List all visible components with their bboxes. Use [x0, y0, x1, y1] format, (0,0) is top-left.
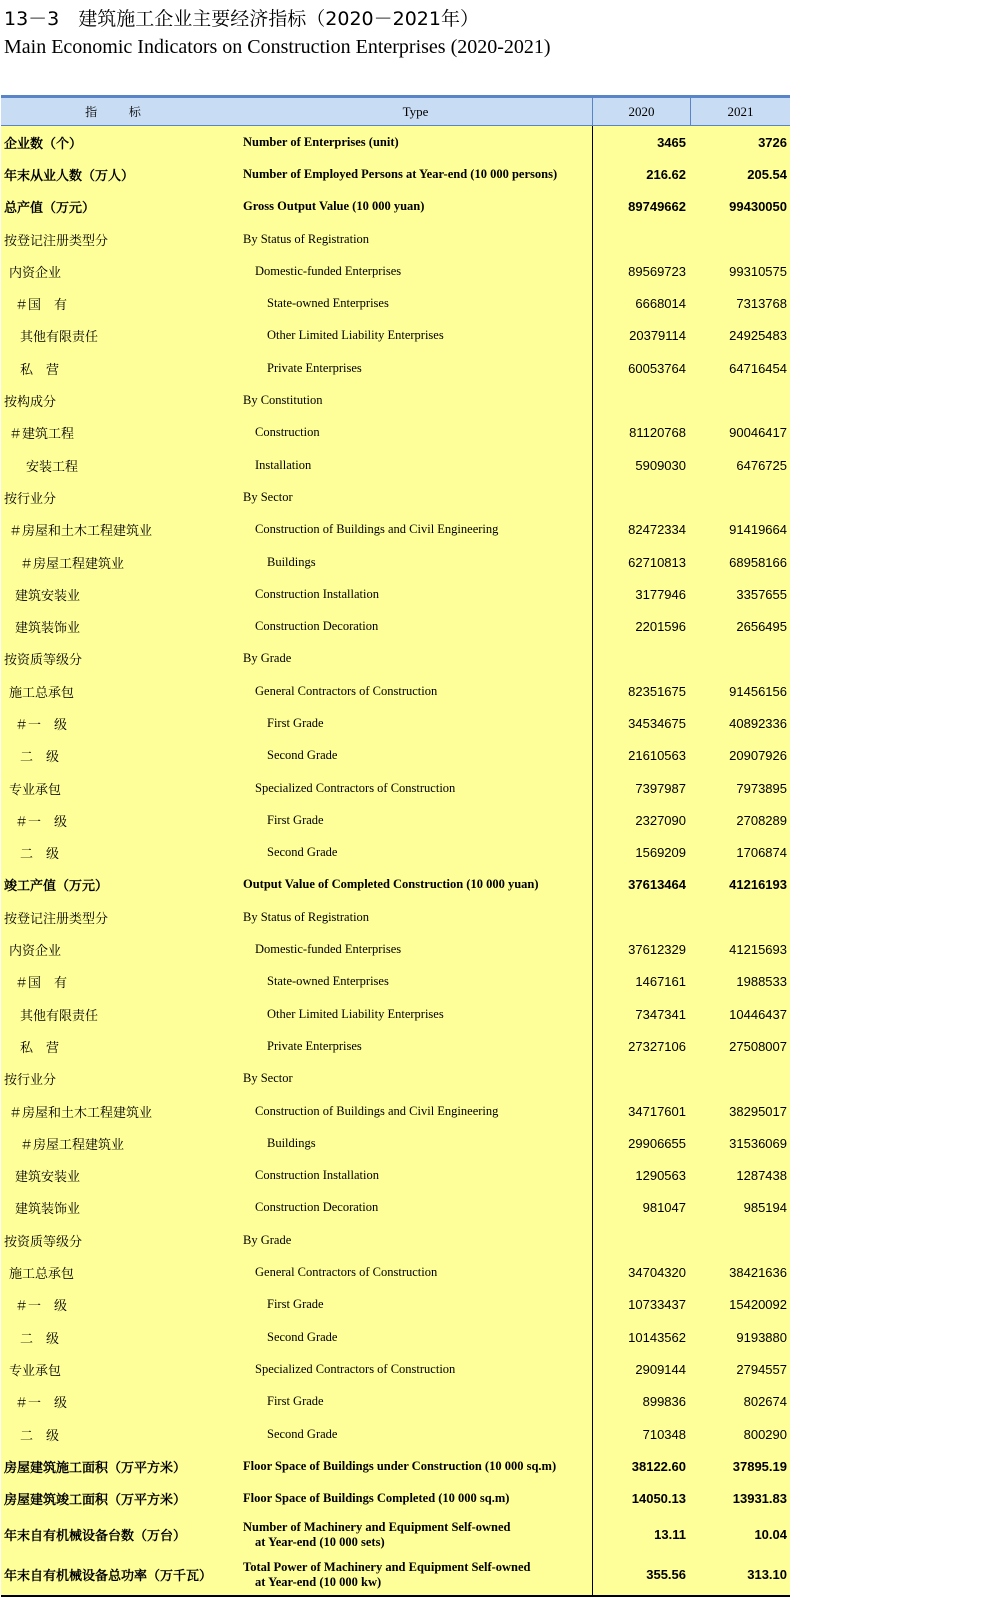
- cell-2021: 9193880: [736, 1329, 787, 1345]
- cell-indicator-cn: 年末自有机械设备台数（万台）: [4, 1529, 187, 1545]
- cell-indicator-cn: 按资质等级分: [4, 653, 83, 669]
- indicator-table: [1, 95, 790, 1597]
- cell-type-en: [239, 158, 593, 190]
- cell-2021: 99430050: [729, 199, 787, 215]
- cell-type-en-line1: General Contractors of Construction: [255, 683, 438, 698]
- table-row: [1, 1450, 790, 1482]
- cell-type-en: [239, 126, 593, 158]
- cell-type-en-line1: Buildings: [267, 1135, 316, 1150]
- cell-indicator-cn: 二 级: [20, 1331, 60, 1347]
- cell-2021: 3726: [758, 134, 787, 150]
- cell-2021: 64716454: [729, 360, 787, 376]
- cell-type-en: [239, 1224, 593, 1256]
- cell-2021: 6476725: [736, 457, 787, 473]
- cell-type-en-line1: Construction of Buildings and Civil Engineering: [255, 522, 499, 537]
- cell-2021: 1988533: [736, 974, 787, 990]
- cell-type-en-line2: at Year-end (10 000 sets): [255, 1534, 385, 1549]
- cell-indicator-cn: 企业数（个）: [4, 136, 83, 152]
- table-row: [1, 933, 790, 965]
- cell-2020: 3465: [657, 134, 686, 150]
- cell-type-en: [239, 191, 593, 223]
- cell-indicator-cn: 按登记注册类型分: [4, 911, 109, 927]
- cell-2020: 81120768: [629, 425, 686, 441]
- cell-type-en-line1: Private Enterprises: [267, 1038, 362, 1053]
- cell-2020: 2201596: [635, 619, 686, 635]
- cell-type-en-line1: First Grade: [267, 812, 324, 827]
- cell-2021: 41216193: [729, 877, 787, 893]
- cell-type-en-line1: Total Power of Machinery and Equipment Self-owned: [243, 1559, 531, 1574]
- cell-type-en-line1: Construction Decoration: [255, 619, 379, 634]
- cell-2020: 34717601: [628, 1103, 686, 1119]
- cell-type-en: [239, 1289, 593, 1321]
- cell-2020: 82351675: [628, 683, 686, 699]
- cell-type-en-line2: at Year-end (10 000 kw): [255, 1574, 382, 1589]
- cell-indicator-cn: 其他有限责任: [20, 1008, 99, 1024]
- cell-2020: 981047: [642, 1200, 686, 1216]
- cell-type-en-line1: Domestic-funded Enterprises: [255, 263, 402, 278]
- cell-type-en: [239, 1063, 593, 1095]
- cell-type-en: [239, 1555, 593, 1595]
- cell-type-en-line1: Buildings: [267, 554, 316, 569]
- cell-2020: 6668014: [635, 296, 686, 312]
- cell-2020: 38122.60: [631, 1458, 686, 1474]
- cell-2021: 91419664: [729, 522, 787, 538]
- cell-type-en-line1: Construction of Buildings and Civil Engineering: [255, 1103, 499, 1118]
- cell-2021: 10446437: [729, 1006, 787, 1022]
- cell-2021: 90046417: [729, 425, 787, 441]
- cell-indicator-cn: ＃房屋工程建筑业: [20, 556, 125, 572]
- cell-indicator-cn: 建筑装饰业: [15, 1202, 81, 1218]
- table-row: [1, 1289, 790, 1321]
- cell-type-en: [239, 1256, 593, 1288]
- cell-2020: 20379114: [629, 328, 686, 344]
- cell-indicator-cn: 专业承包: [9, 1363, 62, 1379]
- cell-type-en: [239, 320, 593, 352]
- cell-2020: 13.11: [654, 1527, 686, 1543]
- cell-type-en-line1: By Grade: [243, 1232, 292, 1247]
- cell-type-en: [239, 384, 593, 416]
- cell-type-en: [239, 740, 593, 772]
- cell-type-en: [239, 1418, 593, 1450]
- table-row: [1, 481, 790, 513]
- cell-2020: 1569209: [635, 845, 686, 861]
- cell-type-en: [239, 772, 593, 804]
- cell-type-en-line1: Construction Installation: [255, 586, 379, 601]
- cell-indicator-cn: ＃一 级: [15, 717, 68, 733]
- cell-type-en: [239, 1321, 593, 1353]
- cell-indicator-cn: 内资企业: [9, 265, 62, 281]
- cell-2020: 34704320: [628, 1265, 686, 1281]
- cell-type-en-line1: Other Limited Liability Enterprises: [267, 328, 444, 343]
- table-row: [1, 1256, 790, 1288]
- cell-2020: 3177946: [635, 586, 686, 602]
- table-row: [1, 707, 790, 739]
- cell-indicator-cn: 按行业分: [4, 491, 57, 507]
- cell-type-en-line1: Second Grade: [267, 748, 338, 763]
- cell-type-en-line1: Other Limited Liability Enterprises: [267, 1006, 444, 1021]
- table-row: [1, 546, 790, 578]
- cell-indicator-cn: 房屋建筑施工面积（万平方米）: [4, 1460, 187, 1476]
- cell-type-en: [239, 675, 593, 707]
- cell-2020: 62710813: [628, 554, 686, 570]
- cell-type-en: [239, 449, 593, 481]
- cell-2020: 10143562: [628, 1329, 686, 1345]
- cell-indicator-cn: 按行业分: [4, 1073, 57, 1089]
- header-2020: 2020: [593, 98, 691, 125]
- cell-type-en: [239, 255, 593, 287]
- cell-type-en-line1: First Grade: [267, 1297, 324, 1312]
- cell-indicator-cn: 房屋建筑竣工面积（万平方米）: [4, 1493, 187, 1509]
- cell-2020: 37612329: [628, 942, 686, 958]
- cell-type-en-line1: Gross Output Value (10 000 yuan): [243, 199, 425, 214]
- cell-indicator-cn: ＃国 有: [15, 976, 68, 992]
- cell-type-en-line1: Number of Machinery and Equipment Self-owned: [243, 1519, 511, 1534]
- cell-2021: 1287438: [736, 1168, 787, 1184]
- cell-indicator-cn: 施工总承包: [9, 685, 75, 701]
- cell-2021: 41215693: [729, 942, 787, 958]
- cell-type-en: [239, 610, 593, 642]
- table-row: [1, 255, 790, 287]
- table-row: [1, 1192, 790, 1224]
- cell-2021: 68958166: [729, 554, 787, 570]
- cell-2020: 216.62: [646, 166, 686, 182]
- cell-type-en: [239, 643, 593, 675]
- table-row: [1, 1515, 790, 1555]
- cell-indicator-cn: ＃一 级: [15, 1299, 68, 1315]
- cell-type-en: [239, 707, 593, 739]
- cell-type-en: [239, 1482, 593, 1514]
- cell-2020: 14050.13: [631, 1491, 686, 1507]
- cell-indicator-cn: ＃一 级: [15, 814, 68, 830]
- cell-2021: 7973895: [736, 780, 787, 796]
- table-row: [1, 191, 790, 223]
- table-row: [1, 449, 790, 481]
- table-row: [1, 1386, 790, 1418]
- cell-type-en: [239, 1515, 593, 1555]
- cell-type-en-line1: Number of Employed Persons at Year-end (10 000 persons): [243, 166, 558, 181]
- table-row: [1, 1353, 790, 1385]
- table-row: [1, 966, 790, 998]
- cell-type-en-line1: Construction Decoration: [255, 1200, 379, 1215]
- cell-2021: 91456156: [729, 683, 787, 699]
- cell-indicator-cn: 内资企业: [9, 944, 62, 960]
- cell-2021: 2708289: [736, 812, 787, 828]
- cell-type-en: [239, 287, 593, 319]
- table-row: [1, 320, 790, 352]
- cell-2021: 15420092: [729, 1297, 787, 1313]
- cell-2020: 60053764: [628, 360, 686, 376]
- cell-type-en-line1: Specialized Contractors of Construction: [255, 780, 456, 795]
- cell-2021: 24925483: [729, 328, 787, 344]
- cell-2020: 27327106: [628, 1038, 686, 1054]
- cell-type-en-line1: Installation: [255, 457, 312, 472]
- cell-type-en-line1: Construction Installation: [255, 1168, 379, 1183]
- cell-indicator-cn: 专业承包: [9, 782, 62, 798]
- cell-indicator-cn: ＃国 有: [15, 298, 68, 314]
- table-row: [1, 869, 790, 901]
- table-row: [1, 578, 790, 610]
- table-row: [1, 837, 790, 869]
- cell-indicator-cn: 总产值（万元）: [4, 201, 96, 217]
- cell-type-en-line1: By Sector: [243, 489, 293, 504]
- cell-type-en: [239, 546, 593, 578]
- cell-2021: 985194: [743, 1200, 787, 1216]
- cell-type-en-line1: By Status of Registration: [243, 909, 370, 924]
- header-indicator: 指 标: [85, 105, 155, 119]
- cell-type-en-line1: Floor Space of Buildings under Construction (10 000 sq.m): [243, 1458, 557, 1473]
- cell-2021: 3357655: [736, 586, 787, 602]
- cell-type-en: [239, 933, 593, 965]
- cell-2020: 82472334: [628, 522, 686, 538]
- cell-2021: 2794557: [736, 1361, 787, 1377]
- cell-2021: 205.54: [747, 166, 787, 182]
- cell-indicator-cn: 建筑装饰业: [15, 621, 81, 637]
- cell-type-en: [239, 1160, 593, 1192]
- cell-type-en-line1: Domestic-funded Enterprises: [255, 942, 402, 957]
- cell-indicator-cn: 建筑安装业: [15, 1170, 81, 1186]
- cell-indicator-cn: 建筑安装业: [15, 588, 81, 604]
- cell-2020: 899836: [642, 1394, 686, 1410]
- table-row: [1, 417, 790, 449]
- cell-2020: 2327090: [635, 812, 686, 828]
- cell-type-en-line1: Floor Space of Buildings Completed (10 000 sq.m): [243, 1491, 510, 1506]
- cell-indicator-cn: 二 级: [20, 847, 60, 863]
- header-2021: 2021: [727, 103, 754, 119]
- table-row: [1, 1095, 790, 1127]
- cell-2020: 2909144: [635, 1361, 686, 1377]
- cell-type-en-line1: Second Grade: [267, 845, 338, 860]
- cell-type-en-line1: First Grade: [267, 1394, 324, 1409]
- header-type: Type: [239, 98, 593, 125]
- cell-2021: 31536069: [729, 1135, 787, 1151]
- cell-indicator-cn: ＃房屋和土木工程建筑业: [9, 524, 153, 540]
- table-row: [1, 610, 790, 642]
- cell-type-en-line1: Private Enterprises: [267, 360, 362, 375]
- cell-type-en-line1: Construction: [255, 425, 320, 440]
- cell-type-en: [239, 966, 593, 998]
- cell-indicator-cn: 竣工产值（万元）: [4, 879, 109, 895]
- cell-indicator-cn: 二 级: [20, 750, 60, 766]
- cell-indicator-cn: 按构成分: [4, 395, 57, 411]
- cell-indicator-cn: ＃建筑工程: [9, 427, 75, 443]
- cell-2021: 313.10: [747, 1567, 787, 1583]
- table-row: [1, 901, 790, 933]
- cell-2021: 10.04: [754, 1527, 787, 1543]
- cell-type-en-line1: General Contractors of Construction: [255, 1265, 438, 1280]
- cell-2020: 89749662: [628, 199, 686, 215]
- cell-indicator-cn: 按资质等级分: [4, 1234, 83, 1250]
- table-body: [1, 126, 790, 1597]
- cell-type-en-line1: Second Grade: [267, 1426, 338, 1441]
- cell-indicator-cn: 私 营: [20, 362, 60, 378]
- cell-indicator-cn: 施工总承包: [9, 1267, 75, 1283]
- cell-type-en: [239, 481, 593, 513]
- cell-type-en: [239, 223, 593, 255]
- cell-2021: 99310575: [729, 263, 787, 279]
- table-row: [1, 1127, 790, 1159]
- table-row: [1, 514, 790, 546]
- cell-2021: 2656495: [736, 619, 787, 635]
- page-title-en: Main Economic Indicators on Construction Enterprises (2020-2021): [4, 36, 551, 58]
- cell-indicator-cn: ＃房屋和土木工程建筑业: [9, 1105, 153, 1121]
- table-row: [1, 1482, 790, 1514]
- table-row: [1, 772, 790, 804]
- cell-2020: 1290563: [635, 1168, 686, 1184]
- cell-type-en-line1: State-owned Enterprises: [267, 974, 389, 989]
- cell-type-en: [239, 1450, 593, 1482]
- cell-type-en: [239, 901, 593, 933]
- cell-type-en: [239, 1127, 593, 1159]
- table-row: [1, 1555, 790, 1595]
- cell-type-en: [239, 1386, 593, 1418]
- table-header: [1, 95, 790, 126]
- cell-indicator-cn: 安装工程: [26, 459, 79, 475]
- cell-type-en-line1: First Grade: [267, 715, 324, 730]
- cell-type-en: [239, 417, 593, 449]
- cell-type-en: [239, 1353, 593, 1385]
- cell-type-en: [239, 1030, 593, 1062]
- cell-type-en-line1: Second Grade: [267, 1329, 338, 1344]
- cell-2021: 1706874: [736, 845, 787, 861]
- cell-indicator-cn: 年末从业人数（万人）: [4, 168, 135, 184]
- table-row: [1, 643, 790, 675]
- cell-indicator-cn: ＃房屋工程建筑业: [20, 1137, 125, 1153]
- cell-2020: 10733437: [628, 1297, 686, 1313]
- table-row: [1, 1160, 790, 1192]
- cell-indicator-cn: 二 级: [20, 1428, 60, 1444]
- cell-type-en: [239, 514, 593, 546]
- table-row: [1, 158, 790, 190]
- cell-type-en: [239, 578, 593, 610]
- table-row: [1, 1030, 790, 1062]
- table-row: [1, 1063, 790, 1095]
- cell-2020: 7347341: [635, 1006, 686, 1022]
- cell-2020: 37613464: [628, 877, 686, 893]
- cell-type-en-line1: Specialized Contractors of Construction: [255, 1361, 456, 1376]
- cell-2021: 13931.83: [732, 1491, 787, 1507]
- cell-type-en-line1: By Sector: [243, 1071, 293, 1086]
- table-row: [1, 352, 790, 384]
- table-row: [1, 804, 790, 836]
- cell-type-en-line1: By Grade: [243, 651, 292, 666]
- table-row: [1, 998, 790, 1030]
- cell-indicator-cn: 私 营: [20, 1040, 60, 1056]
- cell-type-en-line1: State-owned Enterprises: [267, 296, 389, 311]
- cell-2021: 7313768: [736, 296, 787, 312]
- cell-2020: 710348: [642, 1426, 686, 1442]
- cell-2020: 355.56: [646, 1567, 686, 1583]
- cell-2021: 20907926: [729, 748, 787, 764]
- cell-2020: 21610563: [628, 748, 686, 764]
- cell-2021: 800290: [743, 1426, 787, 1442]
- cell-2020: 34534675: [628, 715, 686, 731]
- cell-type-en-line1: Output Value of Completed Construction (10 000 yuan): [243, 877, 539, 892]
- table-row: [1, 675, 790, 707]
- cell-2021: 38295017: [729, 1103, 787, 1119]
- cell-2020: 89569723: [628, 263, 686, 279]
- cell-2021: 40892336: [729, 715, 787, 731]
- table-row: [1, 223, 790, 255]
- cell-type-en: [239, 1095, 593, 1127]
- cell-type-en: [239, 804, 593, 836]
- cell-type-en: [239, 1192, 593, 1224]
- cell-2020: 5909030: [635, 457, 686, 473]
- cell-type-en: [239, 837, 593, 869]
- table-row: [1, 1321, 790, 1353]
- cell-indicator-cn: 按登记注册类型分: [4, 233, 109, 249]
- page-title-cn: 13－3 建筑施工企业主要经济指标（2020－2021年）: [4, 8, 479, 30]
- cell-2021: 38421636: [729, 1265, 787, 1281]
- cell-2020: 7397987: [635, 780, 686, 796]
- table-row: [1, 740, 790, 772]
- cell-type-en: [239, 869, 593, 901]
- cell-type-en: [239, 352, 593, 384]
- cell-type-en-line1: Number of Enterprises (unit): [243, 134, 399, 149]
- cell-type-en: [239, 998, 593, 1030]
- table-row: [1, 287, 790, 319]
- cell-2021: 802674: [743, 1394, 787, 1410]
- cell-2020: 29906655: [628, 1135, 686, 1151]
- table-row: [1, 1224, 790, 1256]
- cell-2021: 37895.19: [732, 1458, 787, 1474]
- table-row: [1, 384, 790, 416]
- cell-indicator-cn: ＃一 级: [15, 1396, 68, 1412]
- table-row: [1, 126, 790, 158]
- cell-2021: 27508007: [729, 1038, 787, 1054]
- cell-indicator-cn: 其他有限责任: [20, 330, 99, 346]
- cell-2020: 1467161: [635, 974, 686, 990]
- cell-indicator-cn: 年末自有机械设备总功率（万千瓦）: [4, 1569, 213, 1585]
- cell-type-en-line1: By Status of Registration: [243, 231, 370, 246]
- cell-type-en-line1: By Constitution: [243, 393, 323, 408]
- table-row: [1, 1418, 790, 1450]
